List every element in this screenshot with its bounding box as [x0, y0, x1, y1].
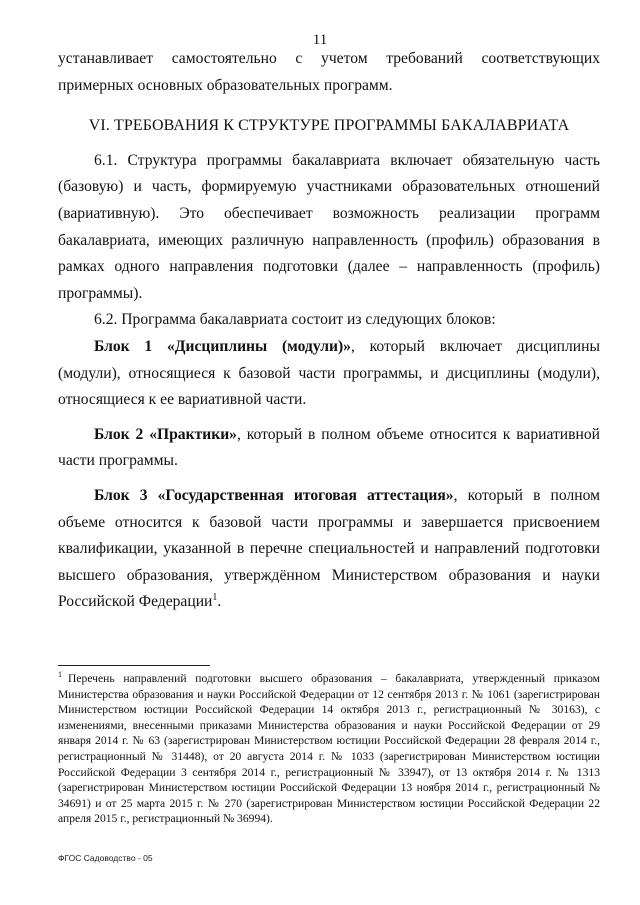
footnote-mark: 1 [58, 670, 62, 680]
block-3-end: . [217, 593, 222, 611]
block-3-text: , который в полном объеме относится к базовой части программы и завершается присвоением квалификации, указанной в перечне специальностей и направлений подготовки высшего образования, утверждённом Министерством образования и науки Российской Федерации [58, 486, 600, 611]
paragraph-6-2: 6.2. Программа бакалавриата состоит из следующих блоков: [94, 311, 496, 329]
body-text [58, 46, 600, 616]
block-2-title: Блок 2 «Практики» [94, 425, 237, 443]
footer-mark: ФГОС Садоводство - 05 [58, 853, 153, 863]
section-heading: VI. ТРЕБОВАНИЯ К СТРУКТУРЕ ПРОГРАММЫ БАКАЛАВРИАТА [88, 117, 570, 135]
block-3-paragraph [58, 483, 600, 616]
intro-paragraph: устанавливает самостоятельно с учетом требований соответствующих примерных основных образовательных программ. [58, 50, 600, 94]
footnote-text: Перечень направлений подготовки высшего образования – бакалавриата, утвержденный приказом Министерства образования и науки Российской Федерации от 12 сентября 2013 г. № 1061 (зарегистрирован Министерством юстиции Российской Федерации 14 октября 2013 г., регистрационный № 30163), с изменениями, внесенными приказами Министерства образования и науки Российской Федерации от 29 января 2014 г. № 63 (зарегистрирован Министерством юстиции Российской Федерации 28 февраля 2014 г., регистрационный № 31448), от 20 августа 2014 г. № 1033 (зарегистрирован Министерством юстиции Российской Федерации 3 сентября 2014 г., регистрационный № 33947), от 13 октября 2014 г. № 1313 (зарегистрирован Министерством юстиции Российской Федерации 13 ноября 2014 г., регистрационный № 34691) и от 25 марта 2015 г. № 270 (зарегистрирован Министерством юстиции Российской Федерации 22 апреля 2015 г., регистрационный № 36994). [58, 672, 600, 826]
page-number: 11 [312, 32, 328, 48]
footnote-reference[interactable]: 1 [212, 592, 218, 604]
block-1-paragraph [58, 334, 600, 414]
block-3-title: Блок 3 «Государственная итоговая аттестация» [94, 486, 454, 504]
block-1-title: Блок 1 «Дисциплины (модули)» [94, 337, 351, 355]
block-2-text: , который в полном объеме относится к вариативной части программы. [58, 425, 600, 470]
paragraph-6-1: 6.1. Структура программы бакалавриата включает обязательную часть (базовую) и часть, формируемую участниками образовательных отношений (вариативную). Это обеспечивает возможность реализации программ бакалавриата, имеющих различную направленность (профиль) образования в рамках одного направления подготовки (далее – направленность (профиль) программы). [58, 151, 600, 302]
block-2-paragraph [58, 422, 600, 475]
footnote [58, 671, 600, 827]
footnote-divider [58, 665, 210, 666]
block-1-text: , который включает дисциплины (модули), относящиеся к базовой части программы, и дисциплины (модули), относящиеся к ее вариативной части. [58, 337, 600, 409]
